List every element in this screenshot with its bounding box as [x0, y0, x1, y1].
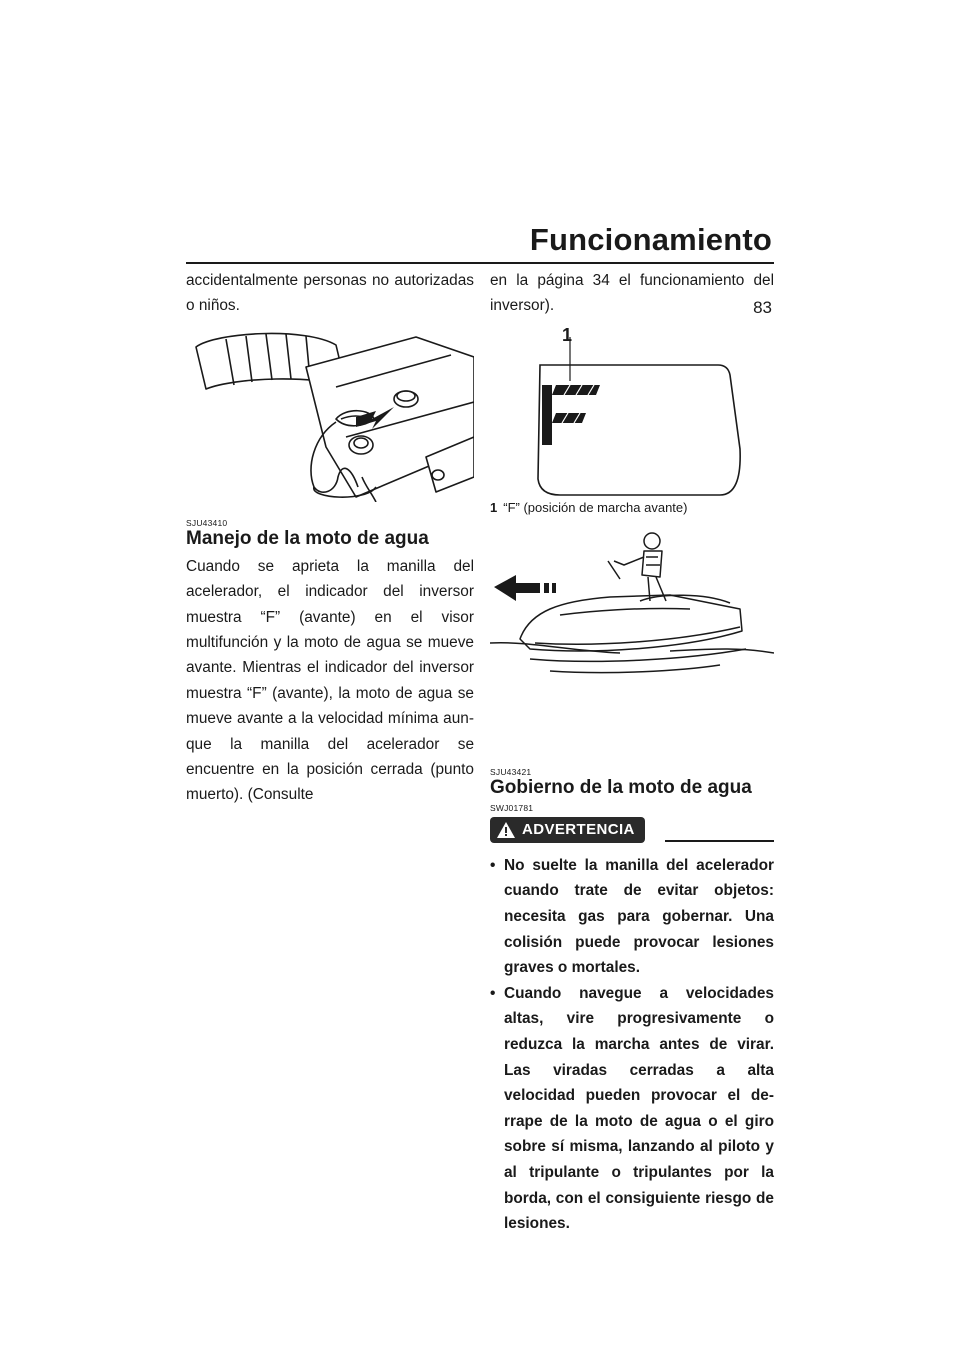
warning-badge: [490, 817, 645, 843]
list-item: • Cuando navegue a velocidades altas, vire progresivamente o reduzca la marcha antes de virar. Las viradas cerradas a alta velocidad pueden provocar el derrape de la moto de agua o el giro sobre sí misma, lanzando al piloto y al tripulante o tripulantes por la borda, con el consiguiente riesgo de lesiones.: [490, 981, 774, 1237]
intro-paragraph: accidentalmente personas no autorizadas o niños.: [186, 272, 474, 315]
warning-list: [490, 853, 774, 1237]
body-paragraph: Cuando se aprieta la manilla del acelerador, el indicador del inversor muestra “F” (avante) en el visor multifunción y la moto de agua se mueve avante. Mientras el indicador del inversor muestra “F” (avante), la moto de agua se mueve avante a la velocidad mínima aunque la manilla del acelerador se encuentre en la posición cerrada (punto muerto). (Consulte: [186, 557, 474, 804]
display-figure: [490, 324, 774, 499]
continuation-paragraph: en la página 34 el funcionamiento del inversor).: [490, 272, 774, 315]
figure-caption: [490, 499, 774, 517]
right-column: [490, 268, 774, 1237]
handlebar-illustration: [186, 327, 474, 502]
warning-label: ADVERTENCIA: [522, 821, 635, 839]
page-title: Funcionamiento: [529, 222, 772, 257]
section-code: SJU43421: [490, 766, 532, 777]
section-heading: Manejo de la moto de agua: [186, 527, 429, 549]
section-heading: Gobierno de la moto de agua: [490, 776, 752, 798]
warning-rule: [665, 840, 774, 842]
display-callout-number: 1: [562, 324, 573, 345]
warning-code: SWJ01781: [490, 802, 534, 813]
warning-triangle-icon: [496, 821, 516, 839]
left-column: [186, 268, 474, 808]
caption-number: 1: [490, 499, 498, 515]
section-code: SJU43410: [186, 517, 228, 528]
header-divider: [186, 262, 774, 264]
page-number: 83: [753, 298, 772, 317]
warning-header: [490, 817, 774, 843]
list-item: • No suelte la manilla del acelerador cuando trate de evitar objetos: necesita gas para gobernar. Una colisión puede provocar lesiones graves o mortales.: [490, 853, 774, 981]
watercraft-illustration: [490, 531, 774, 691]
caption-text: “F” (posición de marcha avante): [503, 499, 688, 515]
